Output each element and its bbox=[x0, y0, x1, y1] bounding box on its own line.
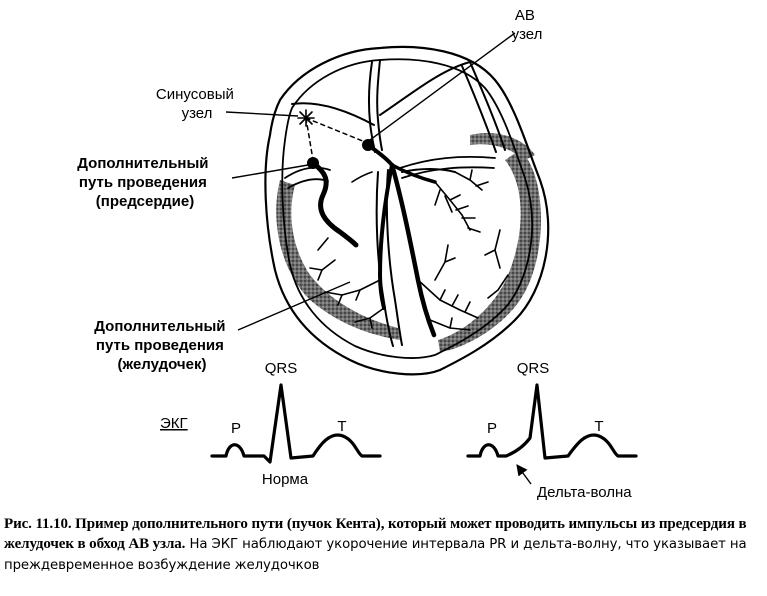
ecg-normal-qrs-label: QRS bbox=[264, 360, 298, 377]
ecg-delta-p-label: P bbox=[486, 420, 498, 437]
ecg-normal bbox=[212, 360, 380, 488]
delta-wave-label: Дельта-волна bbox=[537, 484, 632, 500]
caption-bold: Рис. 11.10. Пример дополнительного пути (пучок Кента), который может проводить импульсы из предсердия в желудочек в обход АВ узла. bbox=[4, 516, 747, 552]
ecg-normal-p-label: P bbox=[230, 420, 242, 437]
accessory-ventricle-label: Дополнительный путь проведения (желудочек) bbox=[94, 318, 226, 373]
his-bundle bbox=[368, 145, 392, 165]
sinus-node-icon bbox=[298, 110, 314, 126]
ecg-delta-qrs-label: QRS bbox=[516, 360, 550, 377]
ecg-normal-caption: Норма bbox=[261, 471, 309, 488]
av-node-label: АВ узел bbox=[511, 7, 543, 43]
pointer-sinus-node bbox=[226, 112, 298, 116]
ecg-normal-t-label: T bbox=[337, 418, 347, 435]
ecg-label: ЭКГ bbox=[160, 415, 188, 432]
impulse-path-av bbox=[306, 118, 365, 142]
caption-text: На ЭКГ наблюдают укорочение интервала PR и дельта-волну, что указывает на преждевременное возбуждение желудочков bbox=[4, 537, 747, 573]
left-bundle-branch bbox=[392, 165, 434, 335]
heart-drawing bbox=[265, 47, 548, 374]
ecg-delta-t-label: T bbox=[594, 418, 604, 435]
accessory-pathway bbox=[313, 163, 356, 245]
figure-caption bbox=[4, 514, 764, 576]
accessory-atrium-label: Дополнительный путь проведения (предсердие) bbox=[77, 155, 209, 210]
delta-wave-arrow bbox=[517, 465, 531, 484]
ecg-delta bbox=[468, 360, 636, 500]
right-bundle-branch bbox=[380, 165, 392, 308]
sinus-node-label: Синусовый узел bbox=[155, 86, 234, 122]
pointer-av-node bbox=[370, 33, 515, 140]
